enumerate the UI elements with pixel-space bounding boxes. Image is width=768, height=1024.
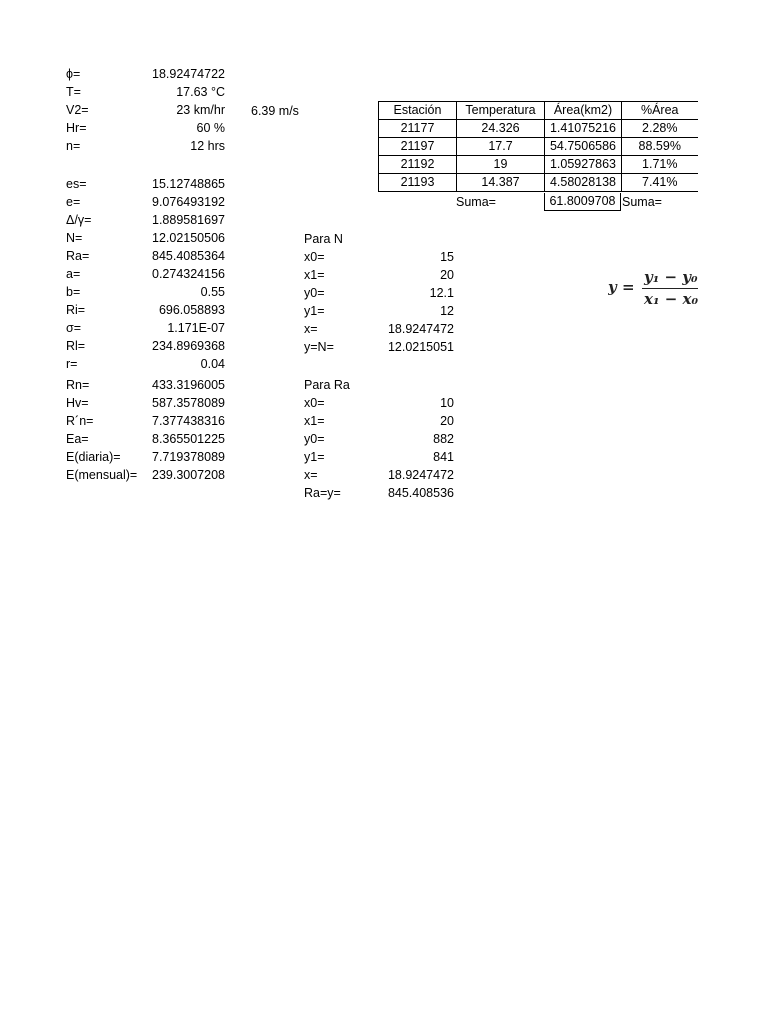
interp-value: 845.408536 [387, 486, 454, 500]
param-label: a= [66, 267, 81, 281]
param-value: 7.719378089 [152, 450, 225, 464]
sum-label-2: Suma= [622, 195, 662, 209]
interp-label: x= [304, 468, 318, 482]
wind-speed-ms: 6.39 m/s [251, 104, 299, 118]
param-label: Hv= [66, 396, 89, 410]
cell-temperatura: 14.387 [457, 174, 545, 192]
interp-label: x1= [304, 414, 325, 428]
interp-value: 12.1 [429, 286, 454, 300]
interp-label: x0= [304, 396, 325, 410]
param-label: Ri= [66, 303, 86, 317]
interp-label: x1= [304, 268, 325, 282]
param-label: T= [66, 85, 81, 99]
cell-pct-area: 88.59% [622, 138, 698, 156]
interp-label: y=N= [304, 340, 334, 354]
cell-pct-area: 7.41% [622, 174, 698, 192]
interpolation-formula [608, 266, 698, 310]
param-value: 1.889581697 [152, 213, 225, 227]
cell-area: 54.7506586 [545, 138, 622, 156]
cell-pct-area: 2.28% [622, 120, 698, 138]
interp-label: y1= [304, 450, 325, 464]
interp-label: y0= [304, 432, 325, 446]
param-value: 433.3196005 [152, 378, 225, 392]
cell-temperatura: 19 [457, 156, 545, 174]
param-value: 0.55 [200, 285, 225, 299]
interp-value: 20 [440, 268, 454, 282]
param-label: Hr= [66, 121, 87, 135]
param-value: 12.02150506 [152, 231, 225, 245]
param-value: 23 km/hr [176, 103, 225, 117]
interp-label: x= [304, 322, 318, 336]
station-table [378, 101, 698, 192]
para-n-title: Para N [304, 232, 343, 246]
param-value: 1.171E-07 [167, 321, 225, 335]
interp-label: x0= [304, 250, 325, 264]
param-label: Δ/γ= [66, 213, 92, 227]
table-row [379, 138, 698, 156]
param-value: 0.274324156 [152, 267, 225, 281]
header-temperatura: Temperatura [457, 102, 545, 120]
param-value: 8.365501225 [152, 432, 225, 446]
interp-label: y0= [304, 286, 325, 300]
param-label: ϕ= [66, 67, 81, 81]
param-value: 0.04 [200, 357, 225, 371]
param-value: 234.8969368 [152, 339, 225, 353]
param-value: 60 % [196, 121, 225, 135]
param-label: V2= [66, 103, 89, 117]
sum-label: Suma= [456, 195, 496, 209]
param-label: b= [66, 285, 81, 299]
cell-area: 4.58028138 [545, 174, 622, 192]
interp-value: 882 [433, 432, 454, 446]
interp-value: 12 [440, 304, 454, 318]
param-value: 587.3578089 [152, 396, 225, 410]
param-value: 696.058893 [158, 303, 225, 317]
param-value: 9.076493192 [152, 195, 225, 209]
interp-value: 20 [440, 414, 454, 428]
param-label: n= [66, 139, 81, 153]
sum-value: 61.8009708 [544, 193, 621, 211]
param-value: 845.4085364 [152, 249, 225, 263]
cell-pct-area: 1.71% [622, 156, 698, 174]
param-value: 239.3007208 [152, 468, 225, 482]
table-row [379, 174, 698, 192]
interp-value: 18.9247472 [387, 322, 454, 336]
param-label: e= [66, 195, 81, 209]
param-label: Ra= [66, 249, 90, 263]
header-pct-area: %Área [622, 102, 698, 120]
param-label: es= [66, 177, 87, 191]
param-label: σ= [66, 321, 82, 335]
param-label: E(mensual)= [66, 468, 138, 482]
header-area: Área(km2) [545, 102, 622, 120]
interp-value: 18.9247472 [387, 468, 454, 482]
formula-denominator: x₁ − x₀ [644, 290, 698, 308]
interp-value: 841 [433, 450, 454, 464]
cell-area: 1.05927863 [545, 156, 622, 174]
cell-estacion: 21197 [379, 138, 457, 156]
cell-area: 1.41075216 [545, 120, 622, 138]
interp-value: 10 [440, 396, 454, 410]
param-value: 18.92474722 [152, 67, 225, 81]
cell-estacion: 21192 [379, 156, 457, 174]
formula-numerator: y₁ − y₀ [644, 268, 698, 286]
cell-temperatura: 24.326 [457, 120, 545, 138]
param-value: 12 hrs [190, 139, 225, 153]
param-value: 15.12748865 [152, 177, 225, 191]
param-value: 17.63 °C [176, 85, 225, 99]
param-label: Ea= [66, 432, 89, 446]
param-label: Rn= [66, 378, 90, 392]
cell-estacion: 21177 [379, 120, 457, 138]
table-row [379, 156, 698, 174]
param-label: R´n= [66, 414, 94, 428]
formula-fraction-bar [642, 288, 698, 289]
interp-label: Ra=y= [304, 486, 341, 500]
formula-lhs: y = [608, 278, 635, 296]
table-row [379, 120, 698, 138]
table-header-row [379, 102, 698, 120]
param-label: E(diaria)= [66, 450, 121, 464]
param-label: Rl= [66, 339, 86, 353]
para-ra-title: Para Ra [304, 378, 350, 392]
interp-value: 12.0215051 [387, 340, 454, 354]
cell-estacion: 21193 [379, 174, 457, 192]
param-label: N= [66, 231, 83, 245]
header-estacion: Estación [379, 102, 457, 120]
param-value: 7.377438316 [152, 414, 225, 428]
interp-label: y1= [304, 304, 325, 318]
interp-value: 15 [440, 250, 454, 264]
param-label: r= [66, 357, 78, 371]
cell-temperatura: 17.7 [457, 138, 545, 156]
